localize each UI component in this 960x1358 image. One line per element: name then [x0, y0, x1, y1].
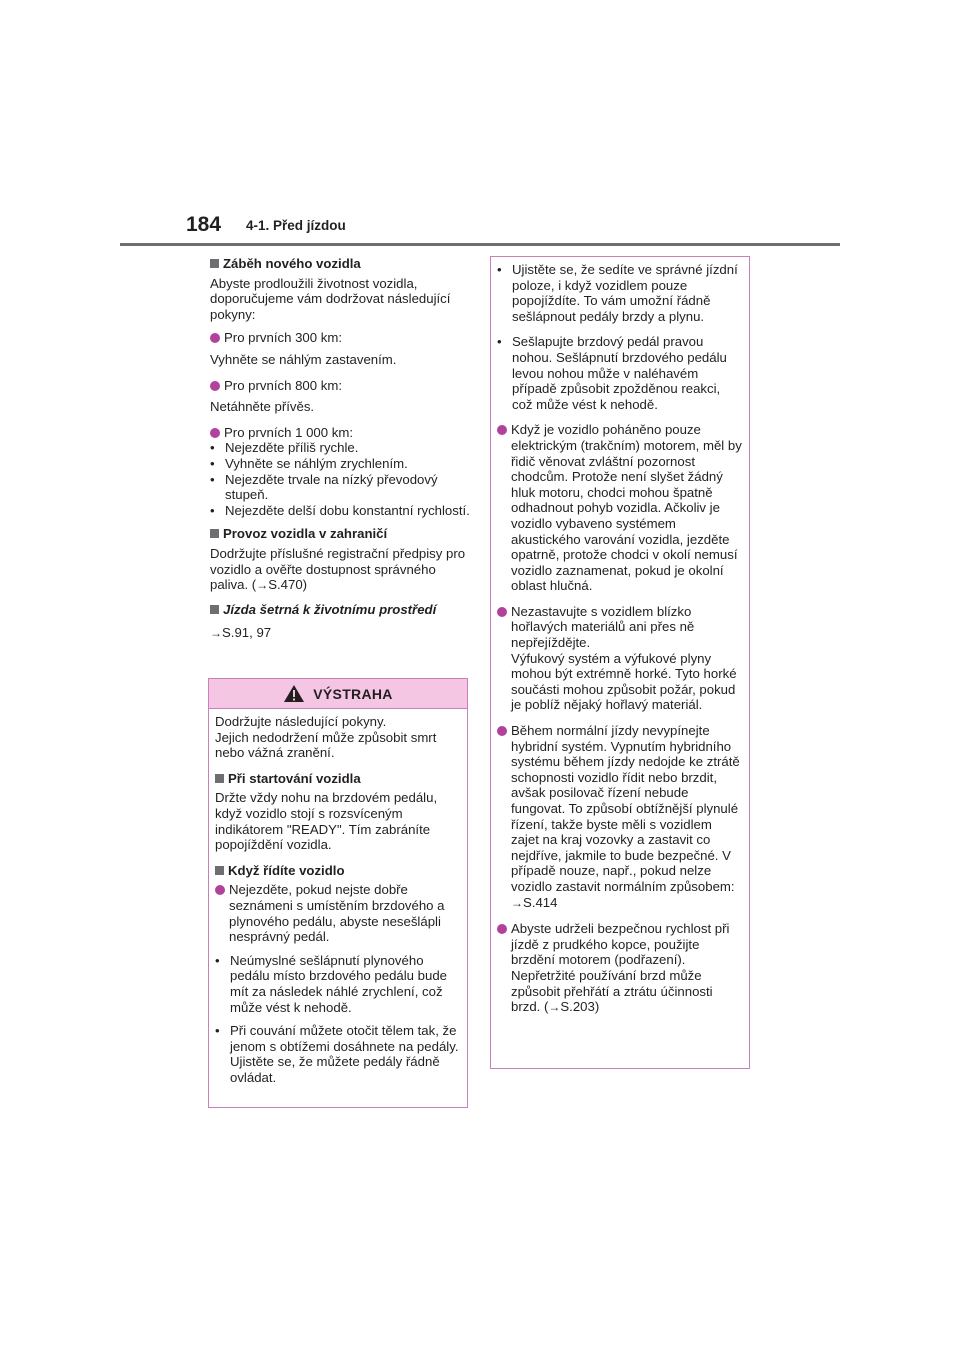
section-heading: Jízda šetrná k životnímu prostředí	[210, 602, 472, 618]
list-item: • Ujistěte se, že sedíte ve správné jízdní poloze, i když vozidlem pouze popojíždíte. To vám umožní řádně sešlápnout pedály brzdy a plynu.	[497, 262, 738, 324]
arrow-icon: →	[511, 895, 523, 910]
paragraph: Držte vždy nohu na brzdovém pedálu, když vozidlo stojí s rozsvíceným indikátorem "READY". Tím zabráníte popojíždění vozidla.	[215, 790, 438, 853]
dot-bullet-icon	[497, 425, 507, 435]
paragraph: Jejich nedodržení může způsobit smrt nebo vážná zranění.	[215, 729, 437, 761]
square-bullet-icon	[210, 529, 219, 538]
dot-bullet-icon	[210, 428, 220, 438]
dot-bullet-icon	[215, 885, 225, 895]
dot-bullet-icon	[210, 381, 220, 391]
page-number: 184	[186, 213, 222, 236]
dot-item: Pro prvních 1 000 km:	[210, 425, 472, 441]
page-reference-link[interactable]: S.91, 97	[222, 625, 272, 641]
dot-bullet-icon	[210, 333, 220, 343]
dot-item: Když je vozidlo poháněno pouze elektrickým (trakčním) motorem, měl by řidič věnovat zvláštní pozornost chodcům. Protože není slyšet žádný hluk motoru, chodci mohou špatně odhadnout pohyb vozidla. Ačkoliv je vozidlo vybaveno systémem akustického varování vozidla, jezděte opatrně, protože chodci v okolí nemusí vozidlo zaznamenat, pokud je okolní oblast hlučná.	[497, 422, 743, 594]
dot-bullet-icon	[497, 726, 507, 736]
chapter-title: 4-1. Před jízdou	[246, 218, 346, 233]
dot-item: Abyste udrželi bezpečnou rychlost při jízdě z prudkého kopce, použijte brzdění motorem (podřazení). Nepřetržité používání brzd může způsobit přehřátí a ztrátu účinnosti brzd. (→S.203)	[497, 921, 743, 1016]
paragraph: Výfukový systém a výfukové plyny mohou být extrémně horké. Tyto horké součásti mohou způsobit požár, pokud je poblíž nějaký hořlavý materiál.	[511, 650, 737, 713]
square-bullet-icon	[215, 774, 224, 783]
list-item: • Při couvání můžete otočit tělem tak, že jenom s obtížemi dosáhnete na pedály. Ujistěte se, že můžete pedály řádně ovládat.	[215, 1023, 459, 1085]
list-item: • Vyhněte se náhlým zrychlením.	[210, 455, 408, 471]
warning-box	[208, 678, 468, 1108]
left-column	[210, 256, 472, 642]
arrow-icon: →	[210, 626, 222, 641]
page-reference-link[interactable]: S.203)	[560, 999, 600, 1015]
section-heading: Provoz vozidla v zahraničí	[210, 526, 472, 542]
header-rule	[120, 243, 840, 246]
paragraph: Abyste prodloužili životnost vozidla, doporučujeme vám dodržovat následující pokyny:	[210, 275, 451, 322]
dot-item: Během normální jízdy nevypínejte hybridní systém. Vypnutím hybridního systému během jízdy nedojde ke ztrátě schopnosti vozidlo řídit nebo brzdit, avšak posilovač řízení nebude fungovat. To způsobí obtížnější plynulé řízení, takže byste měli s vozidlem zajet na kraj vozovky a zastavit co nejdříve, jakmile to bude bezpečné. V případě nouze, např., pokud nelze vozidlo zastavit normálním způsobem: →S.414	[497, 723, 743, 911]
section-heading: Záběh nového vozidla	[210, 256, 472, 272]
square-bullet-icon	[215, 866, 224, 875]
paragraph: Netáhněte přívěs.	[210, 399, 315, 415]
square-bullet-icon	[210, 259, 219, 268]
dot-item: Pro prvních 300 km:	[210, 330, 472, 346]
paragraph: Dodržujte následující pokyny.	[215, 714, 387, 729]
square-bullet-icon	[210, 605, 219, 614]
page-reference-link[interactable]: S.414	[523, 894, 558, 910]
arrow-icon: →	[256, 578, 269, 593]
list-item: • Neúmyslné sešlápnutí plynového pedálu místo brzdového pedálu bude mít za následek náhlé zrychlení, což může vést k nehodě.	[215, 952, 448, 1015]
section-heading: Při startování vozidla	[215, 771, 461, 787]
list-item: • Nejezděte trvale na nízký převodový stupeň.	[210, 471, 438, 503]
paragraph: Dodržujte příslušné registrační předpisy pro vozidlo a ověřte dostupnost správného paliva. (→S.470)	[210, 545, 466, 593]
dot-item: Nejezděte, pokud nejste dobře seznámeni s umístěním brzdového a plynového pedálu, abyste nesešlápli nesprávný pedál.	[215, 882, 461, 944]
dot-bullet-icon	[497, 924, 507, 934]
warning-triangle-icon	[283, 684, 305, 703]
warning-body	[209, 709, 467, 1085]
list-item: • Nejezděte příliš rychle.	[210, 440, 359, 456]
warning-title: VÝSTRAHA	[313, 685, 393, 702]
arrow-icon: →	[548, 1000, 561, 1015]
dot-item: Pro prvních 800 km:	[210, 378, 472, 394]
dot-item: Nezastavujte s vozidlem blízko hořlavých materiálů ani přes ně nepřejíždějte.	[497, 604, 743, 651]
paragraph	[210, 625, 472, 642]
page-reference-link[interactable]: S.470)	[268, 577, 308, 593]
paragraph: Vyhněte se náhlým zastavením.	[210, 351, 397, 367]
warning-header	[209, 679, 467, 709]
section-heading: Když řídíte vozidlo	[215, 863, 461, 879]
warning-continued-box	[490, 256, 750, 1069]
dot-bullet-icon	[497, 607, 507, 617]
list-item: • Nejezděte delší dobu konstantní rychlostí.	[210, 502, 470, 518]
list-item: • Sešlapujte brzdový pedál pravou nohou. Sešlápnutí brzdového pedálu levou nohou může v naléhavém případě způsobit zpožděnou reakci, což může vést k nehodě.	[497, 334, 727, 412]
